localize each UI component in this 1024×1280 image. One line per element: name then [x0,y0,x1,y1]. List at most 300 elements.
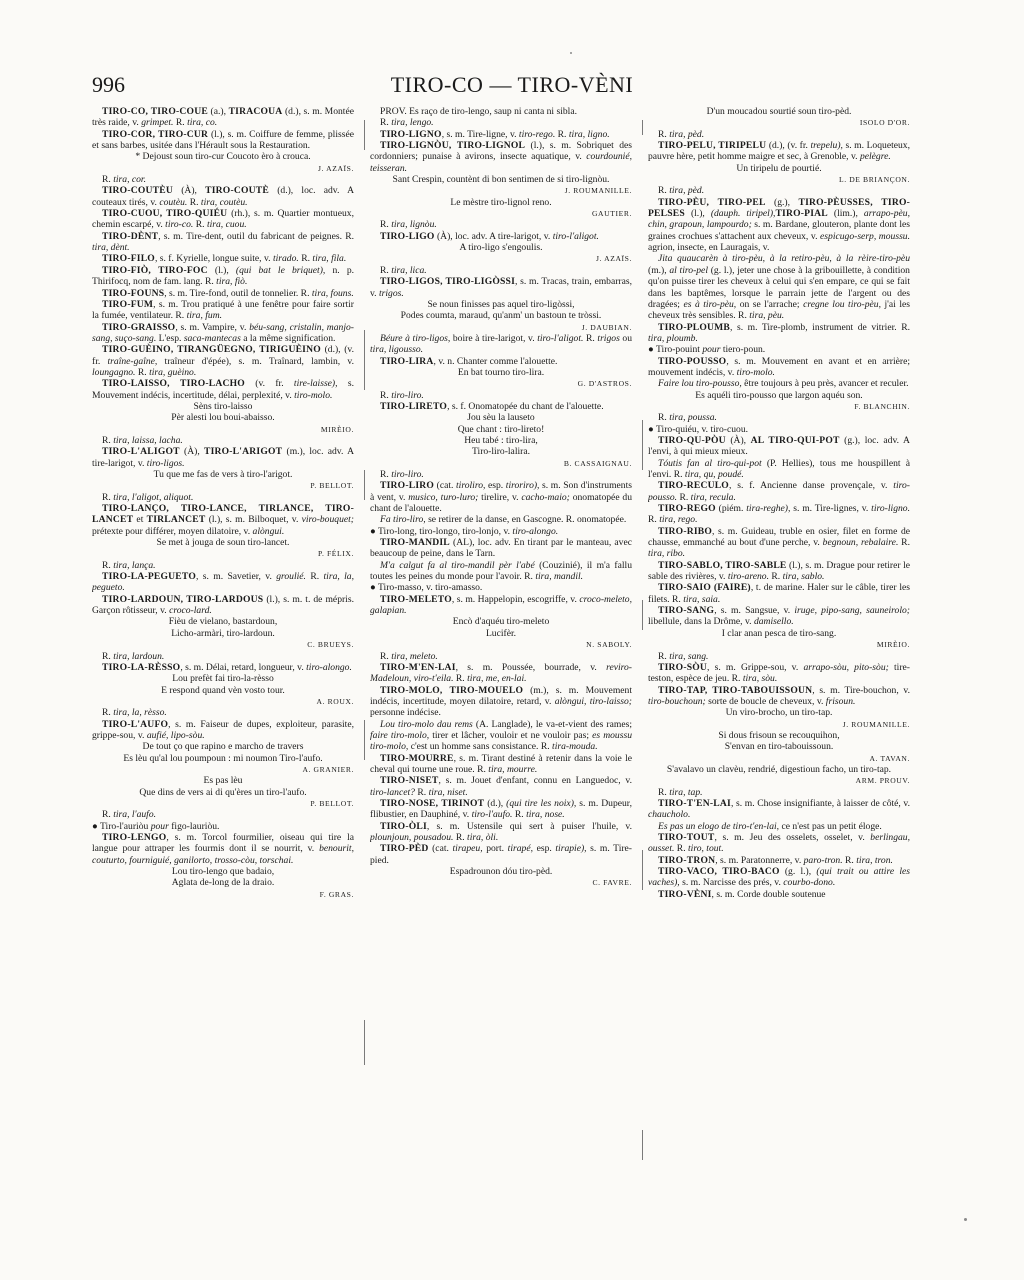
dictionary-entry [370,798,632,821]
body-text: (m.), s. m. Mouvement indécis, incertitude, moyen dilatoire, retard, v. [370,684,632,707]
headword: TIRO-PLOUMB [658,321,731,333]
headword: TIRO-CUOU, TIRO-QUIÉU [102,208,228,220]
quotation-line [370,424,632,435]
italic-text: tira, la, pegueto. [92,571,354,594]
body-text: , s. m. Guideau, truble en osier, filet en forme de chausse, emmanché au bout d'une perche, v. [648,525,910,549]
quotation-source [648,401,910,412]
dictionary-entry [370,480,632,514]
dictionary-entry [648,140,910,163]
quotation-line [648,741,910,752]
italic-text: cregne lou tiro-pèu, [803,298,882,310]
italic-text: iruge, pipo-sang, sauneirolo; [794,605,910,617]
quotation-line [370,310,632,321]
quotation-source [648,753,910,764]
headword: TIRO-SÒU [658,661,708,673]
italic-text: tira, tap. [669,786,703,798]
body-text: boire à tire-larigot, v. [450,332,538,344]
quotation-source [92,798,354,809]
italic-text: damisello. [753,616,794,628]
italic-text: tira, l'aligot, aliquot. [113,491,194,503]
dictionary-entry [92,174,354,185]
quotation-line [370,367,632,378]
body-text: Espadrounon dóu tiro-pèd. [449,866,553,878]
body-text: (d.), loc. adv. A couteaux tirés, v. [92,185,354,208]
body-text: R. [102,707,114,719]
dictionary-entry [648,582,910,605]
body-text: P. BELLOT. [310,798,354,808]
italic-text: Fa tiro-liro, [380,514,426,526]
body-text: R. [102,434,114,446]
quotation-line [648,730,910,741]
italic-text: pour [150,820,169,832]
italic-text: tira, ploumb. [648,332,698,344]
italic-text: (qui bat le briquet), [235,264,326,276]
dictionary-entry [370,333,632,356]
italic-text: Jita quaucarèn à tiro-pèu, à la retiro-pèu, à la rèire-tiro-pèu [658,253,910,265]
body-text: (rh.), s. m. Quartier montueux, chemin escarpé, v. [92,208,354,231]
headword: TIRO-LIGNÒU, TIRO-LIGNOL [380,140,526,152]
headword: TIRO-GUÈINO, TIRANGÜEGNO, TIRIGUÈINO [102,344,321,356]
body-text: R. [677,491,691,503]
body-text: (À), loc. adv. A tire-larigot, v. [434,230,553,242]
italic-text: tira, cor. [113,174,146,186]
body-text: tirer et lâcher, vouloir et ne vouloir pas; [429,729,593,741]
column-rule-right [642,120,643,1170]
dictionary-entry [92,492,354,503]
cross-reference-entry [370,582,632,593]
italic-text: tira, meleto. [391,650,438,662]
italic-text: tiro-lancet? [370,786,415,798]
quotation-line [648,106,910,117]
body-text: , s. m. Tire-bouchon, v. [812,684,910,696]
body-text: R. [842,854,857,866]
quotation-line [648,628,910,639]
body-text: A. GRANIER. [302,764,354,774]
italic-text: tiro, tout. [688,843,724,855]
italic-text: M'a calgut fa al tiro-mandil pèr l'abé [380,559,535,571]
body-text: PROV. Es raço de tiro-lengo, saup ni canta ni sibla. [380,106,577,117]
italic-text: tiro-alongo. [512,525,559,537]
dictionary-entry [648,889,910,900]
body-text: , s. m. Tire-ligne, v. [441,128,519,140]
body-text: Lucifèr. [485,627,517,639]
headword: TIRO-LA-PEGUETO [102,571,196,583]
body-text: R. [658,128,670,140]
italic-text: tira, lica. [391,264,427,276]
italic-text: tira, ligousso. [370,344,424,356]
headword: TIRO-POUSSO [658,355,727,367]
dictionary-entry [92,208,354,231]
italic-text: tira, niset. [428,786,468,798]
quotation-line [370,174,632,185]
body-text: c'est un homme sans consistance. R. [408,741,553,753]
headword: TIRO-SABLO, TIRO-SABLE [658,559,787,571]
quotation-line [648,707,910,718]
body-text: R. [658,786,670,798]
body-text: A. TAVAN. [869,753,910,763]
italic-text: Béure à tiro-ligos, [380,332,451,344]
body-text: R. [658,412,670,424]
body-text: Que dins de vers ai di qu'ères un tiro-l'aufo. [139,786,307,798]
body-text: A. ROUX. [316,696,354,706]
headword: TIRO-REGO [658,503,716,515]
italic-text: tira-mouda. [552,741,598,753]
headword: TIRO-LIRETO [380,400,448,412]
body-text: prétexte pour différer, moyen dilatoire, v. [92,525,253,537]
dictionary-entry [92,651,354,662]
headword: TIRO-VACO, TIRO-BACO [658,866,780,878]
body-text: Jou sèu la lauseto [467,412,535,424]
quotation-line [92,401,354,412]
body-text: , s. m. Grippe-sou, v. [707,661,804,673]
dictionary-entry [370,117,632,128]
body-text: , s. m. Tire-plomb, instrument de vitrier. R. [730,321,910,333]
body-text: R. [898,537,910,549]
quotation-source [92,764,354,775]
headword: TIRO-LENGO [102,832,167,843]
headword: TIRO-MOLO, TIRO-MOUELO [380,684,524,696]
dictionary-entry [648,798,910,821]
body-text: s. m. Narcisse des prés, v. [679,877,784,889]
body-text: R. [102,809,114,821]
dictionary-entry [648,356,910,379]
body-text: R. [648,514,660,526]
dictionary-entry [648,378,910,389]
italic-text: alòngui. [252,525,285,537]
italic-text: espicugo-serp, moussu. [820,230,910,242]
headword: TIRO-PELU, TIRIPELU [658,140,767,152]
italic-text: coutèu. [159,196,188,208]
body-text: J. DAUBIAN. [581,322,632,332]
quotation-line [370,616,632,627]
body-text: (m.), [648,264,670,276]
italic-text: tira, lengo. [391,117,434,129]
body-text: ISOLO D'OR. [859,118,910,128]
body-text: J. AZAÏS. [596,254,632,264]
body-text: B. CASSAIGNAU. [563,458,632,468]
dictionary-entry [92,809,354,820]
body-text: ARM. PROUV. [855,776,910,786]
italic-text: croco-meleto, galapian. [370,593,632,617]
italic-text: (qui tire les noix), [506,797,577,809]
body-text: R. [102,174,114,186]
body-text: (l.), s. m. Bilboquet, v. [205,514,302,526]
page-number: 996 [92,72,125,97]
italic-text: tiro-bouchoun; [648,695,706,707]
italic-text: tira, sang. [669,650,709,662]
italic-text: Tóutis fan al tiro-qui-pot [658,457,762,469]
body-text: L'esp. [156,332,184,344]
body-text: * Dejoust soun tiro-cur Coucoto èro à crouca. [135,151,311,163]
dictionary-entry [92,446,354,469]
italic-text: tiro-molo. [294,389,333,401]
italic-text: tiroliro, [456,480,486,492]
italic-text: courdounié, teisseran. [370,151,632,174]
quotation-source [92,548,354,559]
body-text: , s. m. Jouet d'enfant, connu en Languedoc, v. [438,775,632,787]
body-text: Que chant : tiro-lireto! [457,423,545,435]
headword: TIRO-M'EN-LAI [380,661,456,673]
body-text: s. m. Dupeur, flibustier, en Dauphiné, v. [370,797,632,821]
body-text: (g. l.), jeter une chose à la gribouillette, à condition qu'on puisse tirer les cheveux à celui qui s'en empare, ce qui se fait dans les baptêmes, lorsque le parrain jette de l'argent ou des dragées; [648,264,910,310]
body-text: R. [380,469,392,480]
dictionary-entry [370,821,632,844]
body-text: a la même signification. [240,332,336,344]
body-text: R. [187,196,201,208]
italic-text: plounjoun, pousadou. [370,832,454,843]
body-text: ● Tiro-pouint [648,344,703,356]
body-text: , s. m. Sangsue, v. [714,605,795,617]
headword: TIRO-MELETO [380,593,452,605]
italic-text: tira, sòu. [742,673,778,685]
body-text: Es lèu qu'al lou poumpoun : mi noumon Tiro-l'aufo. [123,752,323,764]
dictionary-entry [370,594,632,617]
body-text: R. [135,366,150,378]
body-text: tirelire, v. [478,491,522,503]
dictionary-entry [370,356,632,367]
body-text: GAUTIER. [591,209,632,219]
italic-text: tira, lardoun. [113,650,165,662]
headword: TIRO-LIRO [380,480,435,492]
italic-text: groulié. [276,571,306,583]
body-text: N. SABOLY. [586,640,632,650]
italic-text: tira, fum. [186,310,223,322]
body-text: R. [453,673,468,685]
quotation-source [370,378,632,389]
italic-text: pelègre. [859,151,891,163]
body-text: C. FAVRE. [592,878,632,888]
headword: TIRO-GRAISSO [102,321,176,333]
italic-text: tira, fiò. [216,276,248,288]
quotation-source [648,174,910,185]
body-text: port. [482,843,508,855]
body-text: R. [305,571,324,583]
body-text: R. [583,332,598,344]
quotation-line [370,446,632,457]
body-text: Sant Crespin, countènt di bon sentimen de si tiro-lignòu. [392,174,610,186]
quotation-source [92,639,354,650]
quotation-line [370,197,632,208]
dictionary-entry [648,129,910,140]
quotation-line [370,299,632,310]
body-text: esp. [485,480,506,492]
italic-text: tira, ribo. [648,548,686,560]
body-text: , s. m. Tire-dent, outil du fabricant de peignes. R. [158,230,354,242]
body-text: A tiro-ligo s'engoulis. [459,242,543,254]
dictionary-entry [648,605,910,628]
headword: TIRO-COR, TIRO-CUR [102,128,209,140]
body-text: (cat. [428,843,453,855]
italic-text: tiro-liro. [391,389,424,401]
body-text: (À), [725,434,751,446]
body-text: , s. m. Happelopin, escogriffe, v. [451,593,580,605]
italic-text: tira, lança. [113,559,156,571]
italic-text: tiro-alongo. [306,661,352,673]
quotation-line [648,163,910,174]
body-text: , s. f. Onomatopée du chant de l'alouette. [447,400,604,412]
dictionary-entry [648,253,910,321]
italic-text: Faire lou tiro-pousso, [658,378,742,390]
italic-text: chaucholo. [648,809,691,821]
body-text: Tu que me fas de vers à tiro-l'arigot. [153,469,293,480]
dictionary-entry [370,775,632,798]
italic-text: croco-lard. [169,605,212,617]
body-text: tire-teston, espèce de jeu. R. [648,661,910,685]
body-text: Tiro-liro-lalira. [472,446,530,458]
dictionary-entry [370,231,632,242]
body-text: , v. n. Chanter comme l'alouette. [433,355,558,367]
italic-text: tira, guèino. [149,366,197,378]
headword: TIRO-COUTÈU [102,185,173,197]
body-text: (l.), s. m. Sobriquet des cordonniers; punaise à avirons, insecte aquatique, v. [370,140,632,163]
body-text: R. [102,491,114,503]
italic-text: tira, sablo. [782,571,825,583]
body-text: F. BLANCHIN. [854,401,910,411]
dictionary-entry [648,322,910,345]
body-text: , s. m. Chose insignifiante, à laisser de côté, v. [730,797,910,809]
body-text: Lou prefèt fai tiro-la-rèsso [172,673,274,685]
headword: TIRO-LIRA [380,355,434,367]
headword: TIRO-PÈD [380,843,429,855]
italic-text: tira-reghe), [746,503,791,515]
body-text: s. m. Loqueteux, pauvre hère, petit homme maigre et sec, à Grenoble, v. [648,140,910,163]
italic-text: frisoun. [825,695,856,707]
body-text: ou [619,332,632,344]
body-text: , s. m. Jeu des osselets, osselet, v. [714,832,871,843]
body-text: ● Tiro-long, tiro-longo, tiro-lonjo, v. [370,525,513,537]
dictionary-entry [370,719,632,753]
italic-text: tira, ligno. [568,128,610,140]
body-text: s. m. Tire-pied. [370,843,632,866]
column-right [648,106,910,1176]
quotation-source [92,889,354,900]
body-text: (AL), loc. adv. En tirant par le manteau, avec beaucoup de peine, dans le Tarn. [370,537,632,560]
dictionary-entry [648,821,910,832]
headword: TIRO-L'AUFO [102,718,169,730]
body-text: R. [298,253,313,265]
body-text: Se noun finisses pas aquel tiro-ligòssi, [427,298,575,310]
body-text: ● Tiro-quiéu, v. tiro-cuou. [648,423,749,435]
italic-text: es moussu tiro-molo, [370,729,632,753]
body-text: Encò d'aquéu tiro-meleto [452,616,550,628]
body-text: P. FÉLIX. [318,549,354,559]
quotation-source [370,208,632,219]
dictionary-entry [648,412,910,423]
italic-text: aufié, lipo-sòu. [146,729,205,741]
italic-text: benourit, couturto, fourniguié, ganilorto, trosso-còu, torschai. [92,843,354,866]
dictionary-entry [648,787,910,798]
body-text: F. GRAS. [319,889,354,899]
body-text: (À), [179,446,204,458]
headword: TIRO-TOUT [658,832,715,843]
dictionary-entry [370,265,632,276]
dictionary-entry [648,560,910,583]
italic-text: tiro-pousso. [648,480,910,503]
quotation-line [92,685,354,696]
headword: TIRO-LA-RÈSSO [102,661,181,673]
body-text: , s. m. Savetier, v. [195,571,277,583]
dictionary-entry [92,503,354,537]
headword: TIRO-FUM [102,298,154,310]
headword: TIRO-QU-PÒU [658,434,726,446]
headword: TIRO-NISET [380,775,439,787]
headword: TIRO-FOUNS [102,287,165,299]
italic-text: saca-mantecas [183,332,241,344]
body-text: R. [102,559,114,571]
italic-text: tira, òli. [467,832,499,843]
dictionary-entry [92,832,354,866]
column-rule-left [364,120,365,1170]
italic-text: alòngui, tiro-laisso; [554,695,632,707]
body-text: (d.), [484,797,507,809]
cross-reference-entry [92,821,354,832]
headword: TIRO-LARDOUN, TIRO-LARDOUS [102,593,264,605]
body-text: R. [380,264,392,276]
italic-text: tira, laissa, lacha. [113,434,183,446]
dictionary-entry [92,594,354,617]
body-text: personne indécise. [370,707,441,719]
body-text: n. p. Thirifocq, nom de fam. lang. R. [92,264,354,288]
body-text: Si dous frisoun se recouquihon, [718,729,840,741]
body-text: , t. de marine. Haler sur le câble, tirer les filets. R. [648,582,910,605]
headword: TIRO-LAISSO, TIRO-LACHO [102,378,245,390]
italic-text: tira, lignòu. [391,219,437,231]
body-text: G. D'ASTROS. [577,379,632,389]
body-text: R. [380,219,392,231]
headword: TIRO-MANDIL [380,537,450,549]
dictionary-entry [648,685,910,708]
body-text: R. [674,843,688,855]
italic-text: es à tiro-pèu, [683,298,737,310]
body-text: s. m. Tire-lignes, v. [790,503,872,515]
dictionary-entry [92,435,354,446]
body-text: C. BRUEYS. [307,640,354,650]
body-text: De tout ço que rapino e marcho de travers [142,741,304,753]
body-text: R. [512,809,527,821]
italic-text: tira, la, rèsso. [113,707,167,719]
italic-text: trepelu), [810,140,843,152]
quotation-line [92,866,354,877]
italic-text: tiro-l'aligot. [552,230,599,242]
dictionary-entry [92,253,354,264]
italic-text: traîne-gaîne, [107,355,158,367]
body-text: Aglata de-long de la draio. [171,877,275,889]
italic-text: tira, qu, poudé. [684,469,744,480]
body-text: , s. m. Tracas, train, embarras, v. [370,276,632,299]
italic-text: viro-bouquet; [301,514,354,526]
italic-text: tiro-co. [165,219,194,231]
body-text: (l.), s. m. Drague pour retirer le sable des rivières, v. [648,559,910,583]
body-text: S'avalavo un clavèu, rendrié, digestioun facho, un tiro-tap. [666,763,892,775]
dictionary-entry [92,571,354,594]
italic-text: cacho-maio; [521,491,570,503]
body-text: (a.), [207,106,229,117]
quotation-line [370,412,632,423]
headword: TIRO-TAP, TIRO-TABOUISSOUN [658,684,813,696]
dictionary-entry [92,662,354,673]
quotation-source [648,719,910,730]
body-text: Sèns tiro-laisso [193,400,253,412]
body-text: être toujours à peu près, avancer et reculer. [741,378,909,390]
italic-text: Es pas un elogo de tiro-t'en-lai, [658,820,780,832]
headword: TIRO-PIAL [775,208,828,220]
dictionary-entry [370,401,632,412]
italic-text: tiro-ligno. [871,503,910,515]
page-title: TIRO-CO — TIRO-VÈNI [390,72,634,97]
body-text: R. [173,117,188,129]
body-text: R. [380,389,392,401]
quotation-source [92,696,354,707]
